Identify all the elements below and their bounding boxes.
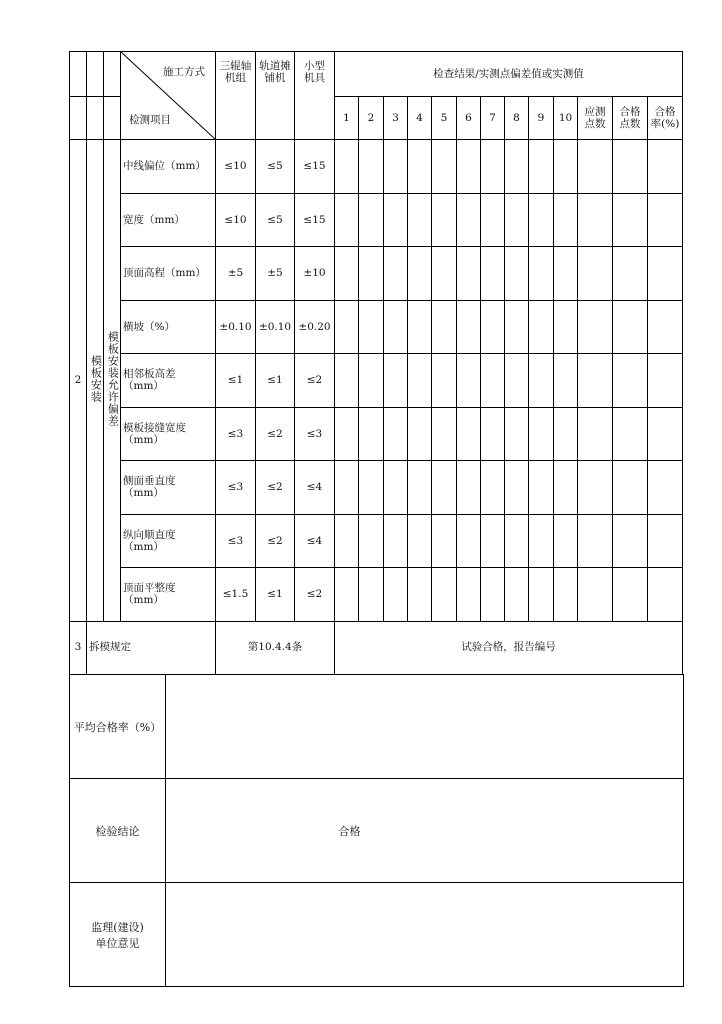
supervisor-value[interactable] xyxy=(166,883,684,987)
item-name: 侧面垂直度 xyxy=(123,475,176,488)
item-name-cell xyxy=(121,354,216,408)
tolerance-method-2: ≤2 xyxy=(256,514,295,568)
point-number: 6 xyxy=(457,97,481,140)
measurement-cell[interactable] xyxy=(613,407,648,461)
supervisor-label-line1: 监理(建设) xyxy=(91,920,144,934)
measurement-cell[interactable] xyxy=(648,461,683,515)
point-number: 9 xyxy=(529,97,554,140)
method-1-line1: 三辊轴 xyxy=(219,60,252,72)
section2-subcategory-text: 模板安装允许偏差 xyxy=(106,330,120,427)
point-number: 3 xyxy=(384,97,408,140)
measurement-cell[interactable] xyxy=(408,461,432,515)
measurement-cell[interactable] xyxy=(432,514,457,568)
qualified-points-line2: 点数 xyxy=(619,118,641,130)
measurement-cell[interactable] xyxy=(554,354,578,408)
measurement-cell[interactable] xyxy=(481,300,505,354)
qualified-rate-line1: 合格 xyxy=(654,105,676,118)
measurement-cell[interactable] xyxy=(554,193,578,247)
method-header-3 xyxy=(295,52,335,140)
section2-row xyxy=(70,300,683,354)
measurement-cell[interactable] xyxy=(554,300,578,354)
measurement-cell[interactable] xyxy=(335,193,359,247)
supervisor-label-line2: 单位意见 xyxy=(95,936,140,950)
measurement-cell[interactable] xyxy=(529,140,554,194)
measurement-cell[interactable] xyxy=(408,568,432,622)
measurement-cell[interactable] xyxy=(481,247,505,301)
measurement-cell[interactable] xyxy=(578,193,613,247)
item-unit: （mm） xyxy=(123,487,164,500)
measurement-cell[interactable] xyxy=(384,193,408,247)
item-name: 宽度（mm） xyxy=(123,213,185,226)
measurement-cell[interactable] xyxy=(648,300,683,354)
point-number: 5 xyxy=(432,97,457,140)
tolerance-method-2: ≤2 xyxy=(256,407,295,461)
tolerance-method-3: ≤2 xyxy=(295,354,335,408)
item-name-cell xyxy=(121,193,216,247)
measurement-cell[interactable] xyxy=(481,140,505,194)
measurement-cell[interactable] xyxy=(554,247,578,301)
measurement-cell[interactable] xyxy=(359,514,384,568)
should-measure-header xyxy=(578,97,613,140)
tolerance-method-3: ≤15 xyxy=(295,193,335,247)
measurement-cell[interactable] xyxy=(505,514,529,568)
measurement-cell[interactable] xyxy=(505,193,529,247)
measurement-cell[interactable] xyxy=(578,354,613,408)
section3-row xyxy=(70,621,683,674)
measurement-cell[interactable] xyxy=(432,300,457,354)
item-name-cell xyxy=(121,514,216,568)
tolerance-method-1: ≤1 xyxy=(216,354,256,408)
measurement-cell[interactable] xyxy=(432,193,457,247)
tolerance-method-1: ≤10 xyxy=(216,193,256,247)
measurement-cell[interactable] xyxy=(408,300,432,354)
measurement-cell[interactable] xyxy=(359,300,384,354)
measurement-cell[interactable] xyxy=(432,140,457,194)
section2-row xyxy=(70,354,683,408)
measurement-cell[interactable] xyxy=(481,407,505,461)
method-label: 施工方式 xyxy=(163,66,205,78)
measurement-cell[interactable] xyxy=(335,514,359,568)
measurement-cell[interactable] xyxy=(554,461,578,515)
measurement-cell[interactable] xyxy=(457,461,481,515)
measurement-cell[interactable] xyxy=(359,140,384,194)
measurement-cell[interactable] xyxy=(613,193,648,247)
item-name: 纵向顺直度 xyxy=(123,528,176,541)
point-number: 1 xyxy=(335,97,359,140)
tolerance-method-3: ≤4 xyxy=(295,461,335,515)
measurement-cell[interactable] xyxy=(648,140,683,194)
section2-row xyxy=(70,461,683,515)
measurement-cell[interactable] xyxy=(481,514,505,568)
measurement-cell[interactable] xyxy=(505,568,529,622)
measurement-cell[interactable] xyxy=(359,461,384,515)
measurement-cell[interactable] xyxy=(529,300,554,354)
tolerance-method-3: ±0.20 xyxy=(295,300,335,354)
avg-rate-label: 平均合格率（%） xyxy=(70,675,166,779)
tolerance-method-3: ≤15 xyxy=(295,140,335,194)
measurement-cell[interactable] xyxy=(613,461,648,515)
measurement-cell[interactable] xyxy=(359,193,384,247)
item-label: 检测项目 xyxy=(129,113,171,126)
measurement-cell[interactable] xyxy=(457,193,481,247)
measurement-cell[interactable] xyxy=(359,247,384,301)
tolerance-method-2: ≤1 xyxy=(256,354,295,408)
item-unit: （mm） xyxy=(123,380,164,393)
measurement-cell[interactable] xyxy=(335,354,359,408)
measurement-cell[interactable] xyxy=(529,461,554,515)
item-name-cell xyxy=(121,407,216,461)
measurement-cell[interactable] xyxy=(578,247,613,301)
measurement-cell[interactable] xyxy=(457,354,481,408)
tolerance-method-3: ≤3 xyxy=(295,407,335,461)
avg-rate-value[interactable] xyxy=(166,675,684,779)
tolerance-method-1: ±5 xyxy=(216,247,256,301)
section3-number: 3 xyxy=(70,621,87,674)
point-number: 2 xyxy=(359,97,384,140)
conclusion-text: 合格 xyxy=(338,824,361,838)
item-name: 相邻板高差 xyxy=(123,368,176,381)
section2-row xyxy=(70,247,683,301)
measurement-cell[interactable] xyxy=(648,514,683,568)
measurement-cell[interactable] xyxy=(432,247,457,301)
section2-row xyxy=(70,140,683,194)
blank-cell xyxy=(104,52,121,97)
measurement-cell[interactable] xyxy=(529,568,554,622)
blank-cell xyxy=(87,52,104,97)
section2-body xyxy=(70,140,683,622)
measurement-cell[interactable] xyxy=(578,568,613,622)
item-name: 顶面高程（mm） xyxy=(123,267,206,280)
section2-row xyxy=(70,193,683,247)
method-2-line1: 轨道摊 xyxy=(259,60,291,72)
section2-category-text: 模板安装 xyxy=(89,354,103,403)
inspection-table xyxy=(69,51,683,675)
qualified-points-header xyxy=(613,97,648,140)
tolerance-method-3: ≤2 xyxy=(295,568,335,622)
measurement-cell[interactable] xyxy=(384,514,408,568)
measurement-cell[interactable] xyxy=(384,407,408,461)
item-name: 中线偏位（mm） xyxy=(123,160,206,173)
measurement-cell[interactable] xyxy=(481,354,505,408)
qualified-rate-header xyxy=(648,97,683,140)
measurement-cell[interactable] xyxy=(335,461,359,515)
results-title: 检查结果/实测点偏差值或实测值 xyxy=(335,52,683,97)
measurement-cell[interactable] xyxy=(505,407,529,461)
item-unit: （mm） xyxy=(123,540,164,553)
measurement-cell[interactable] xyxy=(554,568,578,622)
measurement-cell[interactable] xyxy=(432,407,457,461)
tolerance-method-2: ±5 xyxy=(256,247,295,301)
measurement-cell[interactable] xyxy=(613,247,648,301)
item-name-cell xyxy=(121,461,216,515)
tolerance-method-1: ≤3 xyxy=(216,514,256,568)
item-name: 模板接缝宽度 xyxy=(123,421,186,434)
measurement-cell[interactable] xyxy=(432,354,457,408)
tolerance-method-1: ≤3 xyxy=(216,461,256,515)
tolerance-method-2: ≤1 xyxy=(256,568,295,622)
point-number: 10 xyxy=(554,97,578,140)
measurement-cell[interactable] xyxy=(457,300,481,354)
measurement-cell[interactable] xyxy=(457,140,481,194)
measurement-cell[interactable] xyxy=(359,407,384,461)
measurement-cell[interactable] xyxy=(578,407,613,461)
point-number: 8 xyxy=(505,97,529,140)
method-header-1 xyxy=(216,52,256,140)
item-name-cell xyxy=(121,568,216,622)
section3-name: 拆模规定 xyxy=(87,621,216,674)
measurement-cell[interactable] xyxy=(384,461,408,515)
measurement-cell[interactable] xyxy=(457,568,481,622)
measurement-cell[interactable] xyxy=(359,568,384,622)
measurement-cell[interactable] xyxy=(384,300,408,354)
measurement-cell[interactable] xyxy=(648,568,683,622)
measurement-cell[interactable] xyxy=(432,568,457,622)
section2-row xyxy=(70,568,683,622)
measurement-cell[interactable] xyxy=(648,354,683,408)
measurement-cell[interactable] xyxy=(432,461,457,515)
measurement-cell[interactable] xyxy=(648,247,683,301)
measurement-cell[interactable] xyxy=(648,193,683,247)
measurement-cell[interactable] xyxy=(408,193,432,247)
conclusion-label: 检验结论 xyxy=(70,779,166,883)
method-3-line2: 机具 xyxy=(304,72,325,85)
qualified-rate-line2: 率(%) xyxy=(650,118,680,130)
blank-cell xyxy=(70,97,87,140)
tolerance-method-3: ≤4 xyxy=(295,514,335,568)
measurement-cell[interactable] xyxy=(384,140,408,194)
measurement-cell[interactable] xyxy=(335,568,359,622)
measurement-cell[interactable] xyxy=(613,354,648,408)
tolerance-method-1: ≤10 xyxy=(216,140,256,194)
section2-row xyxy=(70,407,683,461)
measurement-cell[interactable] xyxy=(335,247,359,301)
measurement-cell[interactable] xyxy=(505,140,529,194)
measurement-cell[interactable] xyxy=(457,247,481,301)
measurement-cell[interactable] xyxy=(408,514,432,568)
measurement-cell[interactable] xyxy=(648,407,683,461)
section2-subcategory xyxy=(104,140,121,622)
item-unit: （mm） xyxy=(123,594,164,607)
measurement-cell[interactable] xyxy=(505,300,529,354)
item-unit: （mm） xyxy=(123,433,164,446)
tolerance-method-2: ±0.10 xyxy=(256,300,295,354)
should-measure-line1: 应测 xyxy=(584,105,606,118)
measurement-cell[interactable] xyxy=(408,354,432,408)
tolerance-method-1: ≤1.5 xyxy=(216,568,256,622)
measurement-cell[interactable] xyxy=(408,247,432,301)
diagonal-header xyxy=(121,52,216,140)
tolerance-method-1: ≤3 xyxy=(216,407,256,461)
method-header-2 xyxy=(256,52,295,140)
measurement-cell[interactable] xyxy=(505,461,529,515)
measurement-cell[interactable] xyxy=(457,514,481,568)
measurement-cell[interactable] xyxy=(335,300,359,354)
measurement-cell[interactable] xyxy=(457,407,481,461)
qualified-points-line1: 合格 xyxy=(619,105,641,118)
method-3-line1: 小型 xyxy=(304,60,325,72)
tolerance-method-2: ≤2 xyxy=(256,461,295,515)
measurement-cell[interactable] xyxy=(613,514,648,568)
item-name: 顶面平整度 xyxy=(123,582,176,595)
measurement-cell[interactable] xyxy=(505,247,529,301)
summary-table xyxy=(69,674,684,987)
measurement-cell[interactable] xyxy=(359,354,384,408)
measurement-cell[interactable] xyxy=(481,461,505,515)
measurement-cell[interactable] xyxy=(554,514,578,568)
supervisor-label xyxy=(70,883,166,987)
measurement-cell[interactable] xyxy=(613,568,648,622)
tolerance-method-3: ±10 xyxy=(295,247,335,301)
tolerance-method-1: ±0.10 xyxy=(216,300,256,354)
section2-number: 2 xyxy=(70,140,87,622)
measurement-cell[interactable] xyxy=(613,300,648,354)
method-1-line2: 机组 xyxy=(225,72,246,85)
measurement-cell[interactable] xyxy=(529,407,554,461)
tolerance-method-2: ≤5 xyxy=(256,193,295,247)
measurement-cell[interactable] xyxy=(578,140,613,194)
blank-cell xyxy=(70,52,87,97)
conclusion-value[interactable] xyxy=(166,779,684,883)
measurement-cell[interactable] xyxy=(505,354,529,408)
measurement-cell[interactable] xyxy=(408,407,432,461)
measurement-cell[interactable] xyxy=(384,354,408,408)
section2-row xyxy=(70,514,683,568)
measurement-cell[interactable] xyxy=(529,514,554,568)
section3-result: 试验合格，报告编号 xyxy=(335,621,683,674)
point-number: 4 xyxy=(408,97,432,140)
item-name-cell xyxy=(121,300,216,354)
measurement-cell[interactable] xyxy=(578,514,613,568)
measurement-cell[interactable] xyxy=(335,140,359,194)
blank-cell xyxy=(87,97,104,140)
measurement-cell[interactable] xyxy=(384,247,408,301)
measurement-cell[interactable] xyxy=(481,193,505,247)
measurement-cell[interactable] xyxy=(529,193,554,247)
section3-clause: 第10.4.4条 xyxy=(216,621,335,674)
item-name: 横坡（%） xyxy=(123,320,175,333)
blank-cell xyxy=(104,97,121,140)
item-name-cell xyxy=(121,140,216,194)
measurement-cell[interactable] xyxy=(384,568,408,622)
point-number: 7 xyxy=(481,97,505,140)
section2-category xyxy=(87,140,104,622)
should-measure-line2: 点数 xyxy=(584,118,606,130)
measurement-cell[interactable] xyxy=(529,354,554,408)
measurement-cell[interactable] xyxy=(529,247,554,301)
measurement-cell[interactable] xyxy=(613,140,648,194)
measurement-cell[interactable] xyxy=(578,461,613,515)
item-name-cell xyxy=(121,247,216,301)
method-2-line2: 铺机 xyxy=(264,72,286,85)
measurement-cell[interactable] xyxy=(481,568,505,622)
measurement-cell[interactable] xyxy=(554,407,578,461)
tolerance-method-2: ≤5 xyxy=(256,140,295,194)
measurement-cell[interactable] xyxy=(408,140,432,194)
measurement-cell[interactable] xyxy=(578,300,613,354)
measurement-cell[interactable] xyxy=(335,407,359,461)
measurement-cell[interactable] xyxy=(554,140,578,194)
